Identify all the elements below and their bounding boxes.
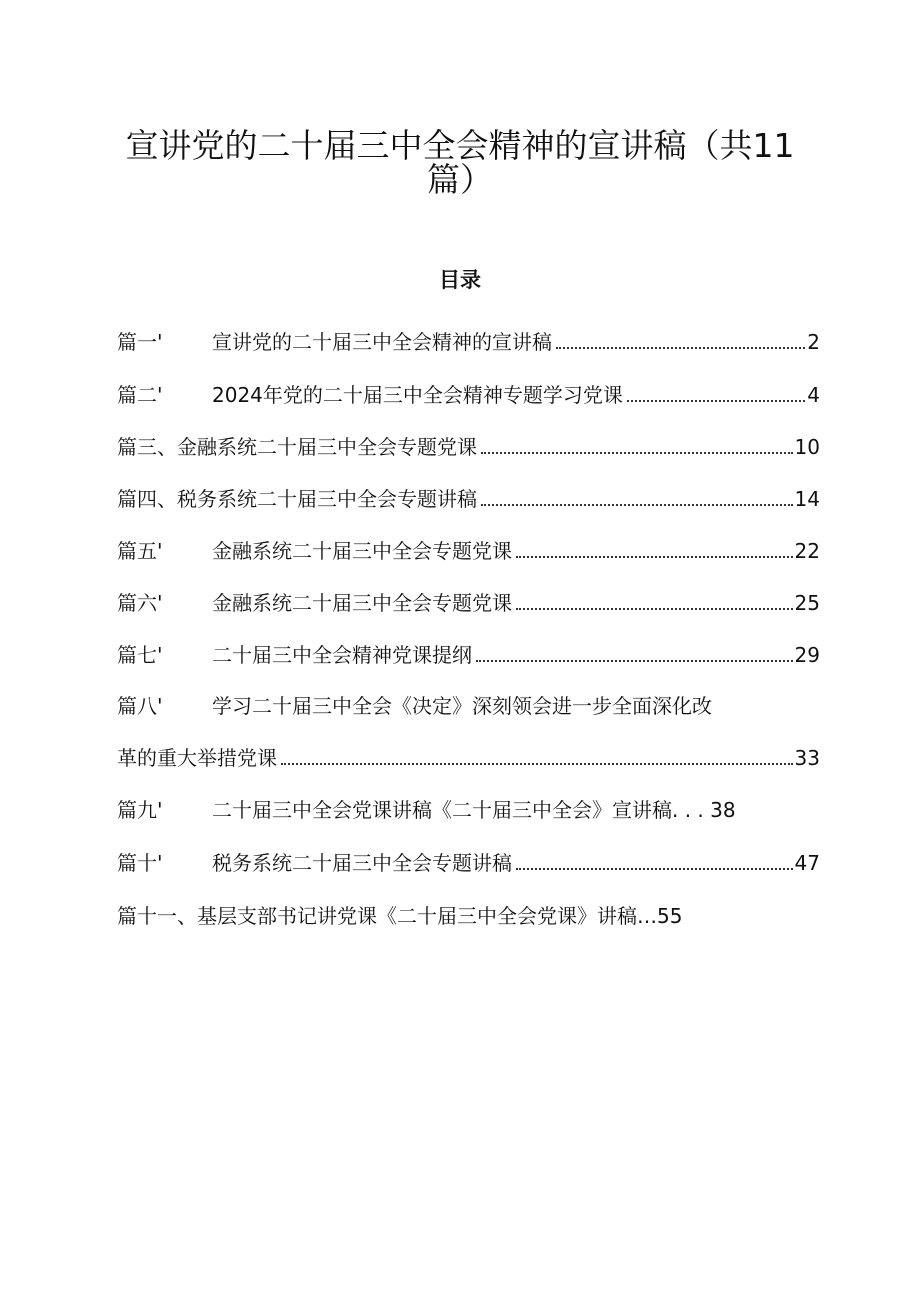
toc-entry-title: 二十届三中全会精神党课提纲	[212, 643, 472, 667]
toc-entry-title: 税务系统二十届三中全会专题讲稿	[212, 851, 512, 875]
toc-dot-leader	[516, 608, 793, 610]
toc-entry-page: 29	[794, 643, 820, 667]
toc-entry-2[interactable]	[117, 377, 820, 409]
document-title-line-2: 篇）	[427, 160, 493, 199]
toc-dot-leader	[556, 347, 805, 349]
toc-entry-label: 篇十一、	[117, 904, 197, 928]
toc-entry-label: 篇三、	[117, 435, 177, 459]
toc-entry-title: 二十届三中全会党课讲稿《二十届三中全会》宣讲稿. . . 38	[212, 798, 736, 822]
toc-entry-page: 33	[794, 746, 820, 770]
toc-entry-page: 25	[794, 591, 820, 615]
toc-dot-leader	[481, 452, 793, 454]
toc-entry-page: 47	[794, 851, 820, 875]
toc-dot-leader	[516, 556, 793, 558]
toc-entry-label: 篇四、	[117, 487, 177, 511]
toc-entry-5[interactable]	[117, 533, 820, 565]
toc-entry-label: 篇十'	[117, 851, 163, 875]
toc-entry-8-continuation[interactable]	[117, 740, 820, 772]
toc-dot-leader	[627, 400, 805, 402]
toc-entry-9[interactable]	[117, 792, 736, 824]
toc-entry-6[interactable]	[117, 585, 820, 617]
toc-entry-label: 篇一'	[117, 330, 163, 354]
toc-dot-leader	[481, 504, 793, 506]
toc-entry-7[interactable]	[117, 637, 820, 669]
toc-entry-page: 4	[807, 383, 820, 407]
toc-entry-title: 2024年党的二十届三中全会精神专题学习党课	[212, 383, 623, 407]
toc-entry-page: 10	[794, 435, 820, 459]
toc-entry-title: 金融系统二十届三中全会专题党课	[212, 539, 512, 563]
toc-entry-11[interactable]	[117, 898, 682, 930]
toc-entry-label: 篇五'	[117, 539, 163, 563]
toc-entry-page: 22	[794, 539, 820, 563]
toc-entry-10[interactable]	[117, 845, 820, 877]
toc-entry-4[interactable]	[117, 481, 820, 513]
toc-entry-1[interactable]	[117, 324, 820, 356]
toc-dot-leader	[281, 763, 793, 765]
toc-entry-page: 14	[794, 487, 820, 511]
document-title-line-1: 宣讲党的二十届三中全会精神的宣讲稿（共11	[125, 126, 795, 165]
toc-entry-title: 税务系统二十届三中全会专题讲稿	[177, 487, 477, 511]
toc-entry-title: 金融系统二十届三中全会专题党课	[177, 435, 477, 459]
toc-entry-page: 2	[807, 330, 820, 354]
toc-entry-label: 篇八'	[117, 694, 163, 718]
toc-entry-label: 篇七'	[117, 643, 163, 667]
toc-entry-label: 篇六'	[117, 591, 163, 615]
toc-entry-title: 基层支部书记讲党课《二十届三中全会党课》讲稿…55	[197, 904, 683, 928]
toc-entry-8[interactable]	[117, 688, 712, 720]
toc-heading: 目录	[439, 268, 481, 292]
toc-dot-leader	[516, 868, 793, 870]
toc-entry-title: 金融系统二十届三中全会专题党课	[212, 591, 512, 615]
toc-entry-title-continuation: 革的重大举措党课	[117, 746, 277, 770]
toc-entry-label: 篇二'	[117, 383, 163, 407]
toc-entry-3[interactable]	[117, 429, 820, 461]
toc-entry-label: 篇九'	[117, 798, 163, 822]
toc-dot-leader	[476, 660, 793, 662]
toc-entry-title: 宣讲党的二十届三中全会精神的宣讲稿	[212, 330, 552, 354]
toc-entry-title: 学习二十届三中全会《决定》深刻领会进一步全面深化改	[212, 694, 712, 718]
